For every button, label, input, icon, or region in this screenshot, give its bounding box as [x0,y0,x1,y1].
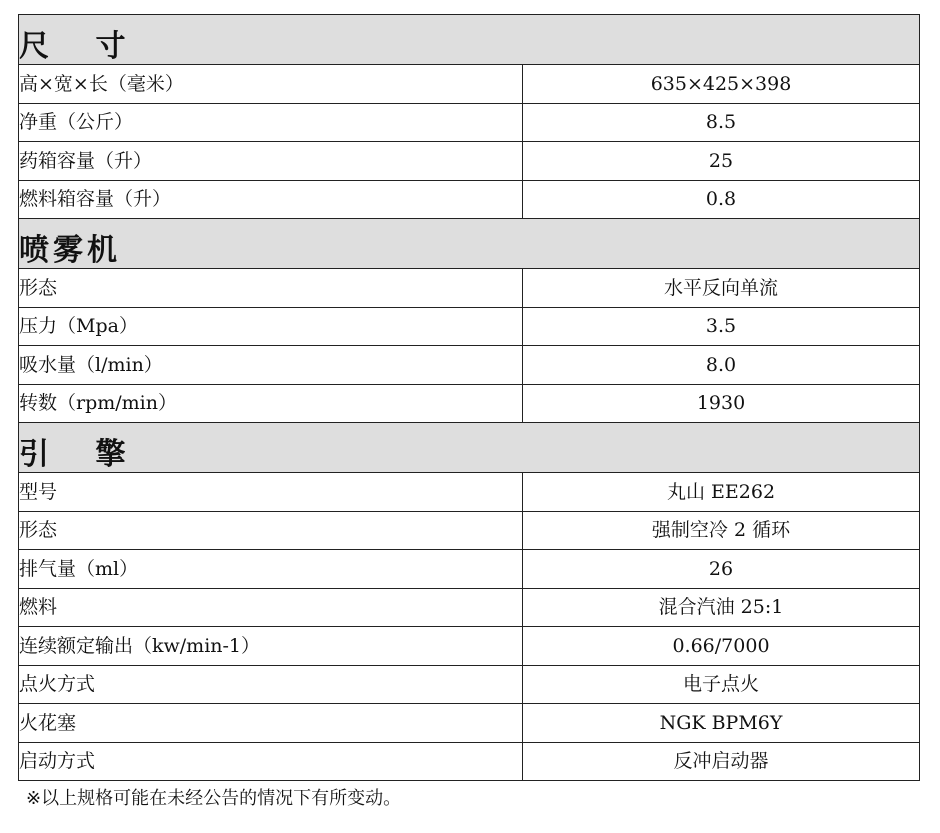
spec-label: 吸水量（l/min） [19,346,523,385]
section-header-dimensions [19,15,920,65]
spec-label: 启动方式 [19,742,523,781]
spec-row [19,665,920,704]
section-title-text: 尺 寸 [19,29,144,64]
spec-row [19,627,920,666]
section-header-sprayer [19,219,920,269]
spec-label: 连续额定输出（kw/min-1） [19,627,523,666]
section-title-dimensions [19,15,920,65]
spec-value: 强制空冷 2 循环 [523,511,920,550]
spec-row [19,588,920,627]
spec-value: 8.0 [523,346,920,385]
spec-value: NGK BPM6Y [523,704,920,743]
spec-label: 燃料箱容量（升） [19,180,523,219]
spec-value: 8.5 [523,103,920,142]
spec-row [19,142,920,181]
spec-row [19,103,920,142]
spec-value: 1930 [523,384,920,423]
spec-label: 转数（rpm/min） [19,384,523,423]
spec-row [19,550,920,589]
section-title-engine [19,423,920,473]
spec-row [19,307,920,346]
spec-value: 反冲启动器 [523,742,920,781]
spec-value: 25 [523,142,920,181]
spec-label: 药箱容量（升） [19,142,523,181]
spec-value: 混合汽油 25:1 [523,588,920,627]
section-header-engine [19,423,920,473]
spec-value: 3.5 [523,307,920,346]
section-title-sprayer [19,219,920,269]
spec-label: 净重（公斤） [19,103,523,142]
spec-value: 电子点火 [523,665,920,704]
spec-row [19,346,920,385]
spec-row [19,704,920,743]
spec-table [18,14,920,781]
spec-label: 压力（Mpa） [19,307,523,346]
spec-table-body [19,15,920,781]
spec-row [19,384,920,423]
spec-row [19,742,920,781]
spec-row [19,511,920,550]
spec-row [19,65,920,104]
spec-value: 水平反向单流 [523,269,920,308]
spec-value: 0.66/7000 [523,627,920,666]
spec-value: 丸山 EE262 [523,473,920,512]
spec-value: 0.8 [523,180,920,219]
spec-row [19,473,920,512]
section-title-text: 引 擎 [19,437,144,472]
spec-row [19,269,920,308]
spec-label: 燃料 [19,588,523,627]
spec-label: 型号 [19,473,523,512]
spec-label: 点火方式 [19,665,523,704]
spec-label: 排气量（ml） [19,550,523,589]
section-title-text: 喷雾机 [19,233,121,268]
spec-value: 26 [523,550,920,589]
spec-value: 635×425×398 [523,65,920,104]
spec-row [19,180,920,219]
spec-label: 高×宽×长（毫米） [19,65,523,104]
spec-label: 形态 [19,511,523,550]
spec-label: 形态 [19,269,523,308]
spec-label: 火花塞 [19,704,523,743]
footnote: ※以上规格可能在未经公告的情况下有所变动。 [26,788,402,809]
